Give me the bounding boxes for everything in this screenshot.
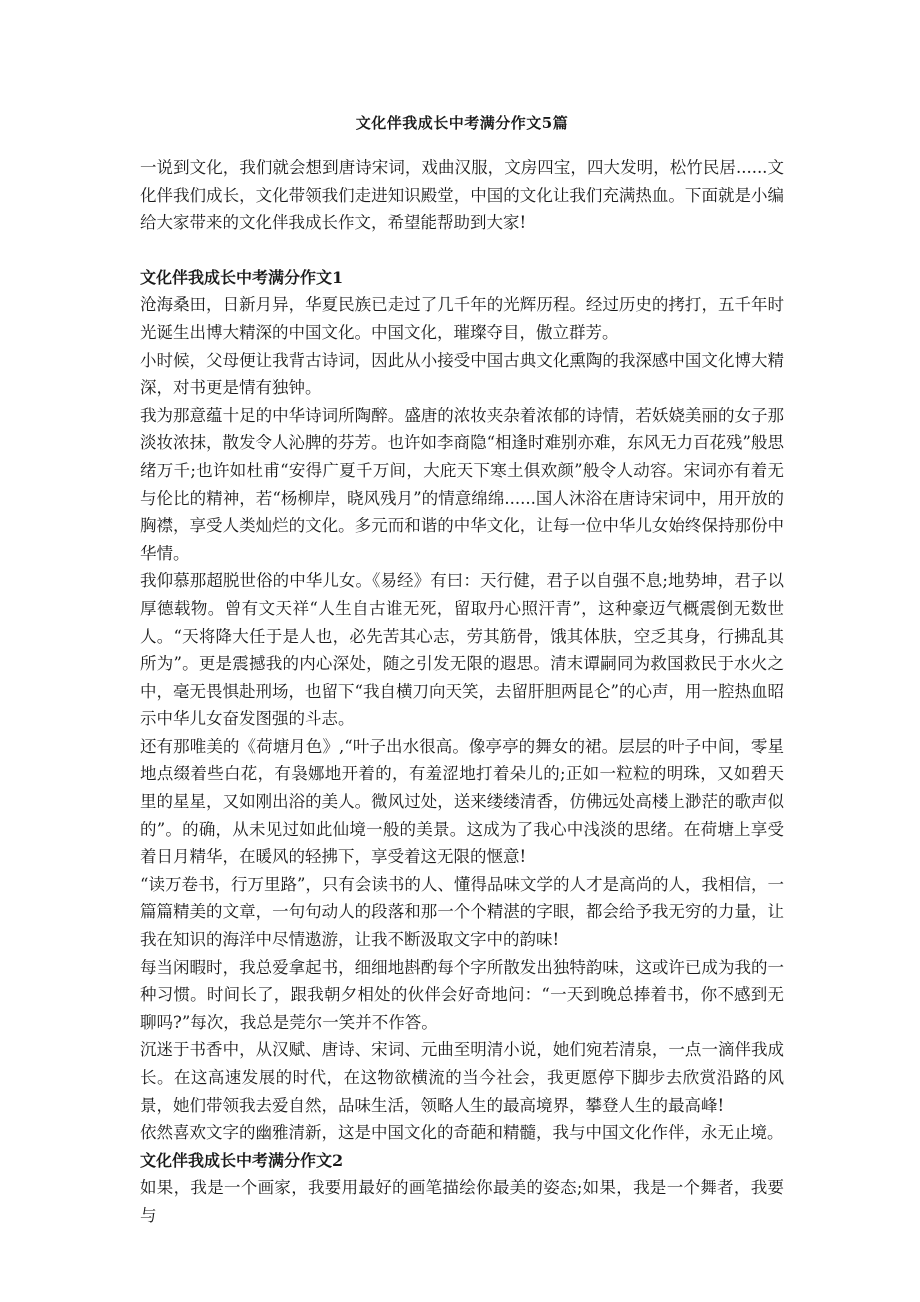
document-page bbox=[140, 112, 784, 1230]
essay-paragraph: 小时候，父母便让我背古诗词，因此从小接受中国古典文化熏陶的我深感中国文化博大精深，对书更是情有独钟。 bbox=[140, 350, 784, 398]
document-title: 文化伴我成长中考满分作文5篇 bbox=[355, 114, 569, 132]
essay-paragraph: 如果，我是一个画家，我要用最好的画笔描绘你最美的姿态;如果，我是一个舞者，我要与 bbox=[140, 1178, 784, 1225]
essay-heading: 文化伴我成长中考满分作文2 bbox=[140, 1150, 344, 1170]
essay-paragraph: 沧海桑田，日新月异，华夏民族已走过了几千年的光辉历程。经过历史的拷打，五千年时光诞生出博大精深的中国文化。中国文化，璀璨夺目，傲立群芳。 bbox=[140, 295, 784, 342]
essay-paragraph: 每当闲暇时，我总爱拿起书，细细地斟酌每个字所散发出独特韵味，这或许已成为我的一种习惯。时间长了，跟我朝夕相处的伙伴会好奇地问：“一天到晚总捧着书，你不感到无聊吗?”每次，我总是莞尔一笑并不作答。 bbox=[140, 957, 784, 1032]
essay-heading: 文化伴我成长中考满分作文1 bbox=[140, 267, 344, 287]
essay-paragraph: 沉迷于书香中，从汉赋、唐诗、宋词、元曲至明清小说，她们宛若清泉，一点一滴伴我成长。在这高速发展的时代，在这物欲横流的当今社会，我更愿停下脚步去欣赏沿路的风景，她们带领我去爱自然，品味生活，领略人生的最高境界，攀登人生的最高峰! bbox=[140, 1040, 784, 1115]
essay-2 bbox=[140, 1147, 784, 1230]
essay-paragraph: “读万卷书，行万里路”，只有会读书的人、懂得品味文学的人才是高尚的人，我相信，一篇篇精美的文章，一句句动人的段落和那一个个精湛的字眼，都会给予我无穷的力量，让我在知识的海洋中尽情遨游，让我不断汲取文字中的韵味! bbox=[140, 874, 784, 950]
essay-paragraph: 我仰慕那超脱世俗的中华儿女。《易经》有曰：天行健，君子以自强不息;地势坤，君子以厚德载物。曾有文天祥“人生自古谁无死，留取丹心照汗青”，这种豪迈气概震倒无数世人。“天将降大任于是人也，必先苦其心志，劳其筋骨，饿其体肤，空乏其身，行拂乱其所为”。更是震撼我的内心深处，随之引发无限的遐思。清末谭嗣同为救国救民于水火之中，毫无畏惧赴刑场，也留下“我自横刀向天笑，去留肝胆两昆仑”的心声，用一腔热血昭示中华儿女奋发图强的斗志。 bbox=[140, 571, 784, 729]
essay-paragraph: 依然喜欢文字的幽雅清新，这是中国文化的奇葩和精髓，我与中国文化作伴，永无止境。 bbox=[140, 1123, 784, 1143]
essay-1 bbox=[140, 264, 784, 1147]
essay-paragraph: 还有那唯美的《荷塘月色》,“叶子出水很高。像亭亭的舞女的裙。层层的叶子中间，零星地点缀着些白花，有袅娜地开着的，有羞涩地打着朵儿的;正如一粒粒的明珠，又如碧天里的星星，又如刚出浴的美人。微风过处，送来缕缕清香，仿佛远处高楼上渺茫的歌声似的”。的确，从未见过如此仙境一般的美景。这成为了我心中浅淡的思绪。在荷塘上享受着日月精华，在暖风的轻拂下，享受着这无限的惬意! bbox=[140, 736, 784, 867]
essay-paragraph: 我为那意蕴十足的中华诗词所陶醉。盛唐的浓妆夹杂着浓郁的诗情，若妖娆美丽的女子那淡妆浓抹，散发令人沁脾的芬芳。也许如李商隐“相逢时难别亦难，东风无力百花残”般思绪万千;也许如杜甫“安得广夏千万间，大庇天下寒土俱欢颜”般令人动容。宋词亦有着无与伦比的精神，若“杨柳岸，晓风残月”的情意绵绵......国人沐浴在唐诗宋词中，用开放的胸襟，享受人类灿烂的文化。多元而和谐的中华文化，让每一位中华儿女始终保持那份中华情。 bbox=[140, 405, 784, 563]
intro-paragraph: 一说到文化，我们就会想到唐诗宋词，戏曲汉服，文房四宝，四大发明，松竹民居......文化伴我们成长，文化带领我们走进知识殿堂，中国的文化让我们充满热血。下面就是小编给大家带来的文化伴我成长作文，希望能帮助到大家! bbox=[140, 158, 784, 233]
